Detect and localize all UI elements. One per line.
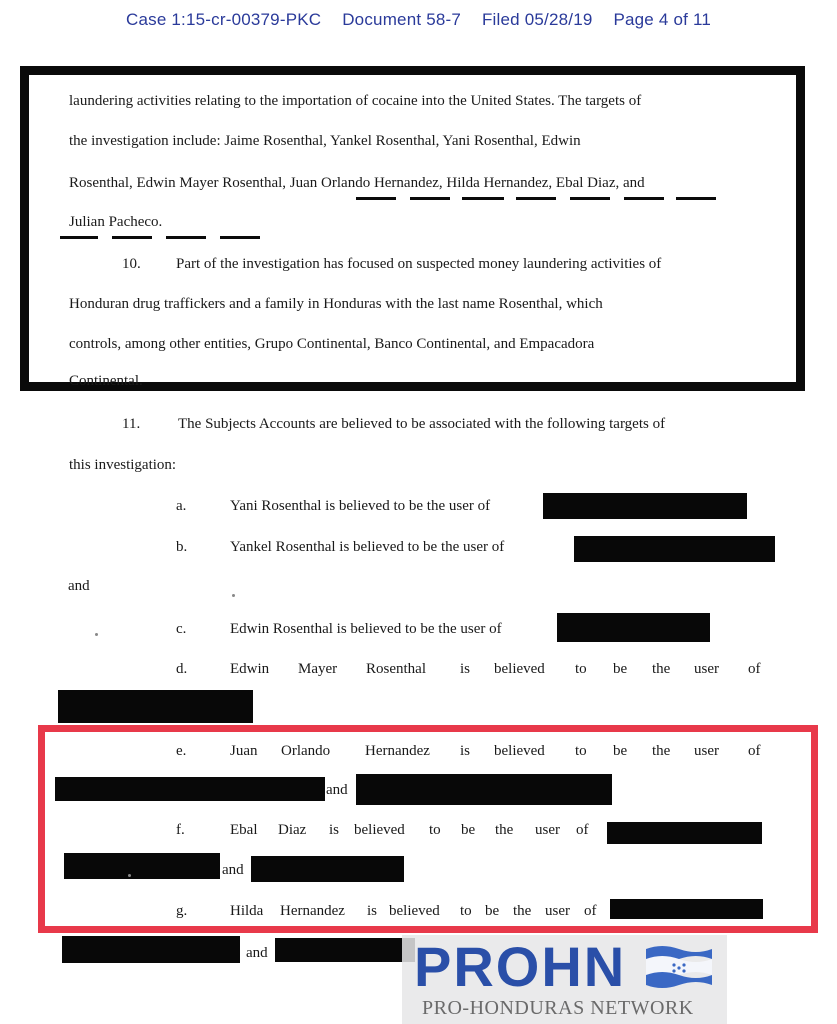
redaction-block [62, 936, 240, 963]
para11-line-2: this investigation: [69, 457, 177, 473]
redaction-block [356, 774, 612, 805]
item-b-letter: b. [176, 539, 188, 555]
item-f-letter: f. [176, 822, 185, 838]
filed-date: Filed 05/28/19 [481, 10, 593, 29]
item-e-letter: e. [176, 743, 187, 759]
item-f-and: and [222, 862, 244, 878]
redaction-block [557, 613, 710, 642]
para10-number: 10. [122, 256, 141, 272]
redaction-block [610, 899, 763, 919]
logo-main-text: PROHN [414, 935, 627, 998]
redaction-block [607, 822, 762, 844]
redaction-block [251, 856, 404, 882]
item-a-text: Yani Rosenthal is believed to be the user of [230, 498, 491, 514]
boxed-line-4: Julian Pacheco. [69, 214, 163, 230]
honduras-flag-icon [644, 943, 714, 991]
redaction-block [574, 536, 775, 562]
speck [128, 874, 131, 877]
item-c-letter: c. [176, 621, 187, 637]
boxed-line-1: laundering activities relating to the importation of cocaine into the United States. The targets of [69, 93, 642, 109]
item-c-text: Edwin Rosenthal is believed to be the user of [230, 621, 502, 637]
item-d-letter: d. [176, 661, 188, 677]
para10-line-2: Honduran drug traffickers and a family in Honduras with the last name Rosenthal, which [69, 296, 603, 312]
boxed-line-2: the investigation include: Jaime Rosenthal, Yankel Rosenthal, Yani Rosenthal, Edwin [69, 133, 581, 149]
para10-line-3: controls, among other entities, Grupo Continental, Banco Continental, and Empacadora [69, 336, 595, 352]
document-number: Document 58-7 [342, 10, 462, 29]
speck [232, 594, 235, 597]
redaction-block [55, 777, 325, 801]
item-a-letter: a. [176, 498, 187, 514]
redaction-block [64, 853, 220, 879]
boxed-line-3: Rosenthal, Edwin Mayer Rosenthal, Juan Orlando Hernandez, Hilda Hernandez, Ebal Diaz, and [69, 175, 645, 191]
para11-number: 11. [122, 416, 141, 432]
speck [95, 633, 98, 636]
para10-line-1: Part of the investigation has focused on suspected money laundering activities of [176, 256, 662, 272]
redaction-block [58, 690, 253, 723]
item-g-and: and [246, 945, 268, 961]
para11-line-1: The Subjects Accounts are believed to be associated with the following targets of [178, 416, 666, 432]
case-number: Case 1:15-cr-00379-PKC [125, 10, 322, 29]
redaction-block [275, 938, 415, 962]
item-b-and: and [68, 578, 90, 594]
prohn-logo [402, 935, 727, 1024]
page-number: Page 4 of 11 [613, 10, 712, 29]
case-header [0, 10, 837, 30]
item-g-letter: g. [176, 903, 188, 919]
para10-line-4: Continental. [69, 373, 143, 389]
item-e-and: and [326, 782, 348, 798]
redaction-block [543, 493, 747, 519]
logo-subtitle: PRO-HONDURAS NETWORK [422, 997, 694, 1019]
item-b-text: Yankel Rosenthal is believed to be the user of [230, 539, 505, 555]
